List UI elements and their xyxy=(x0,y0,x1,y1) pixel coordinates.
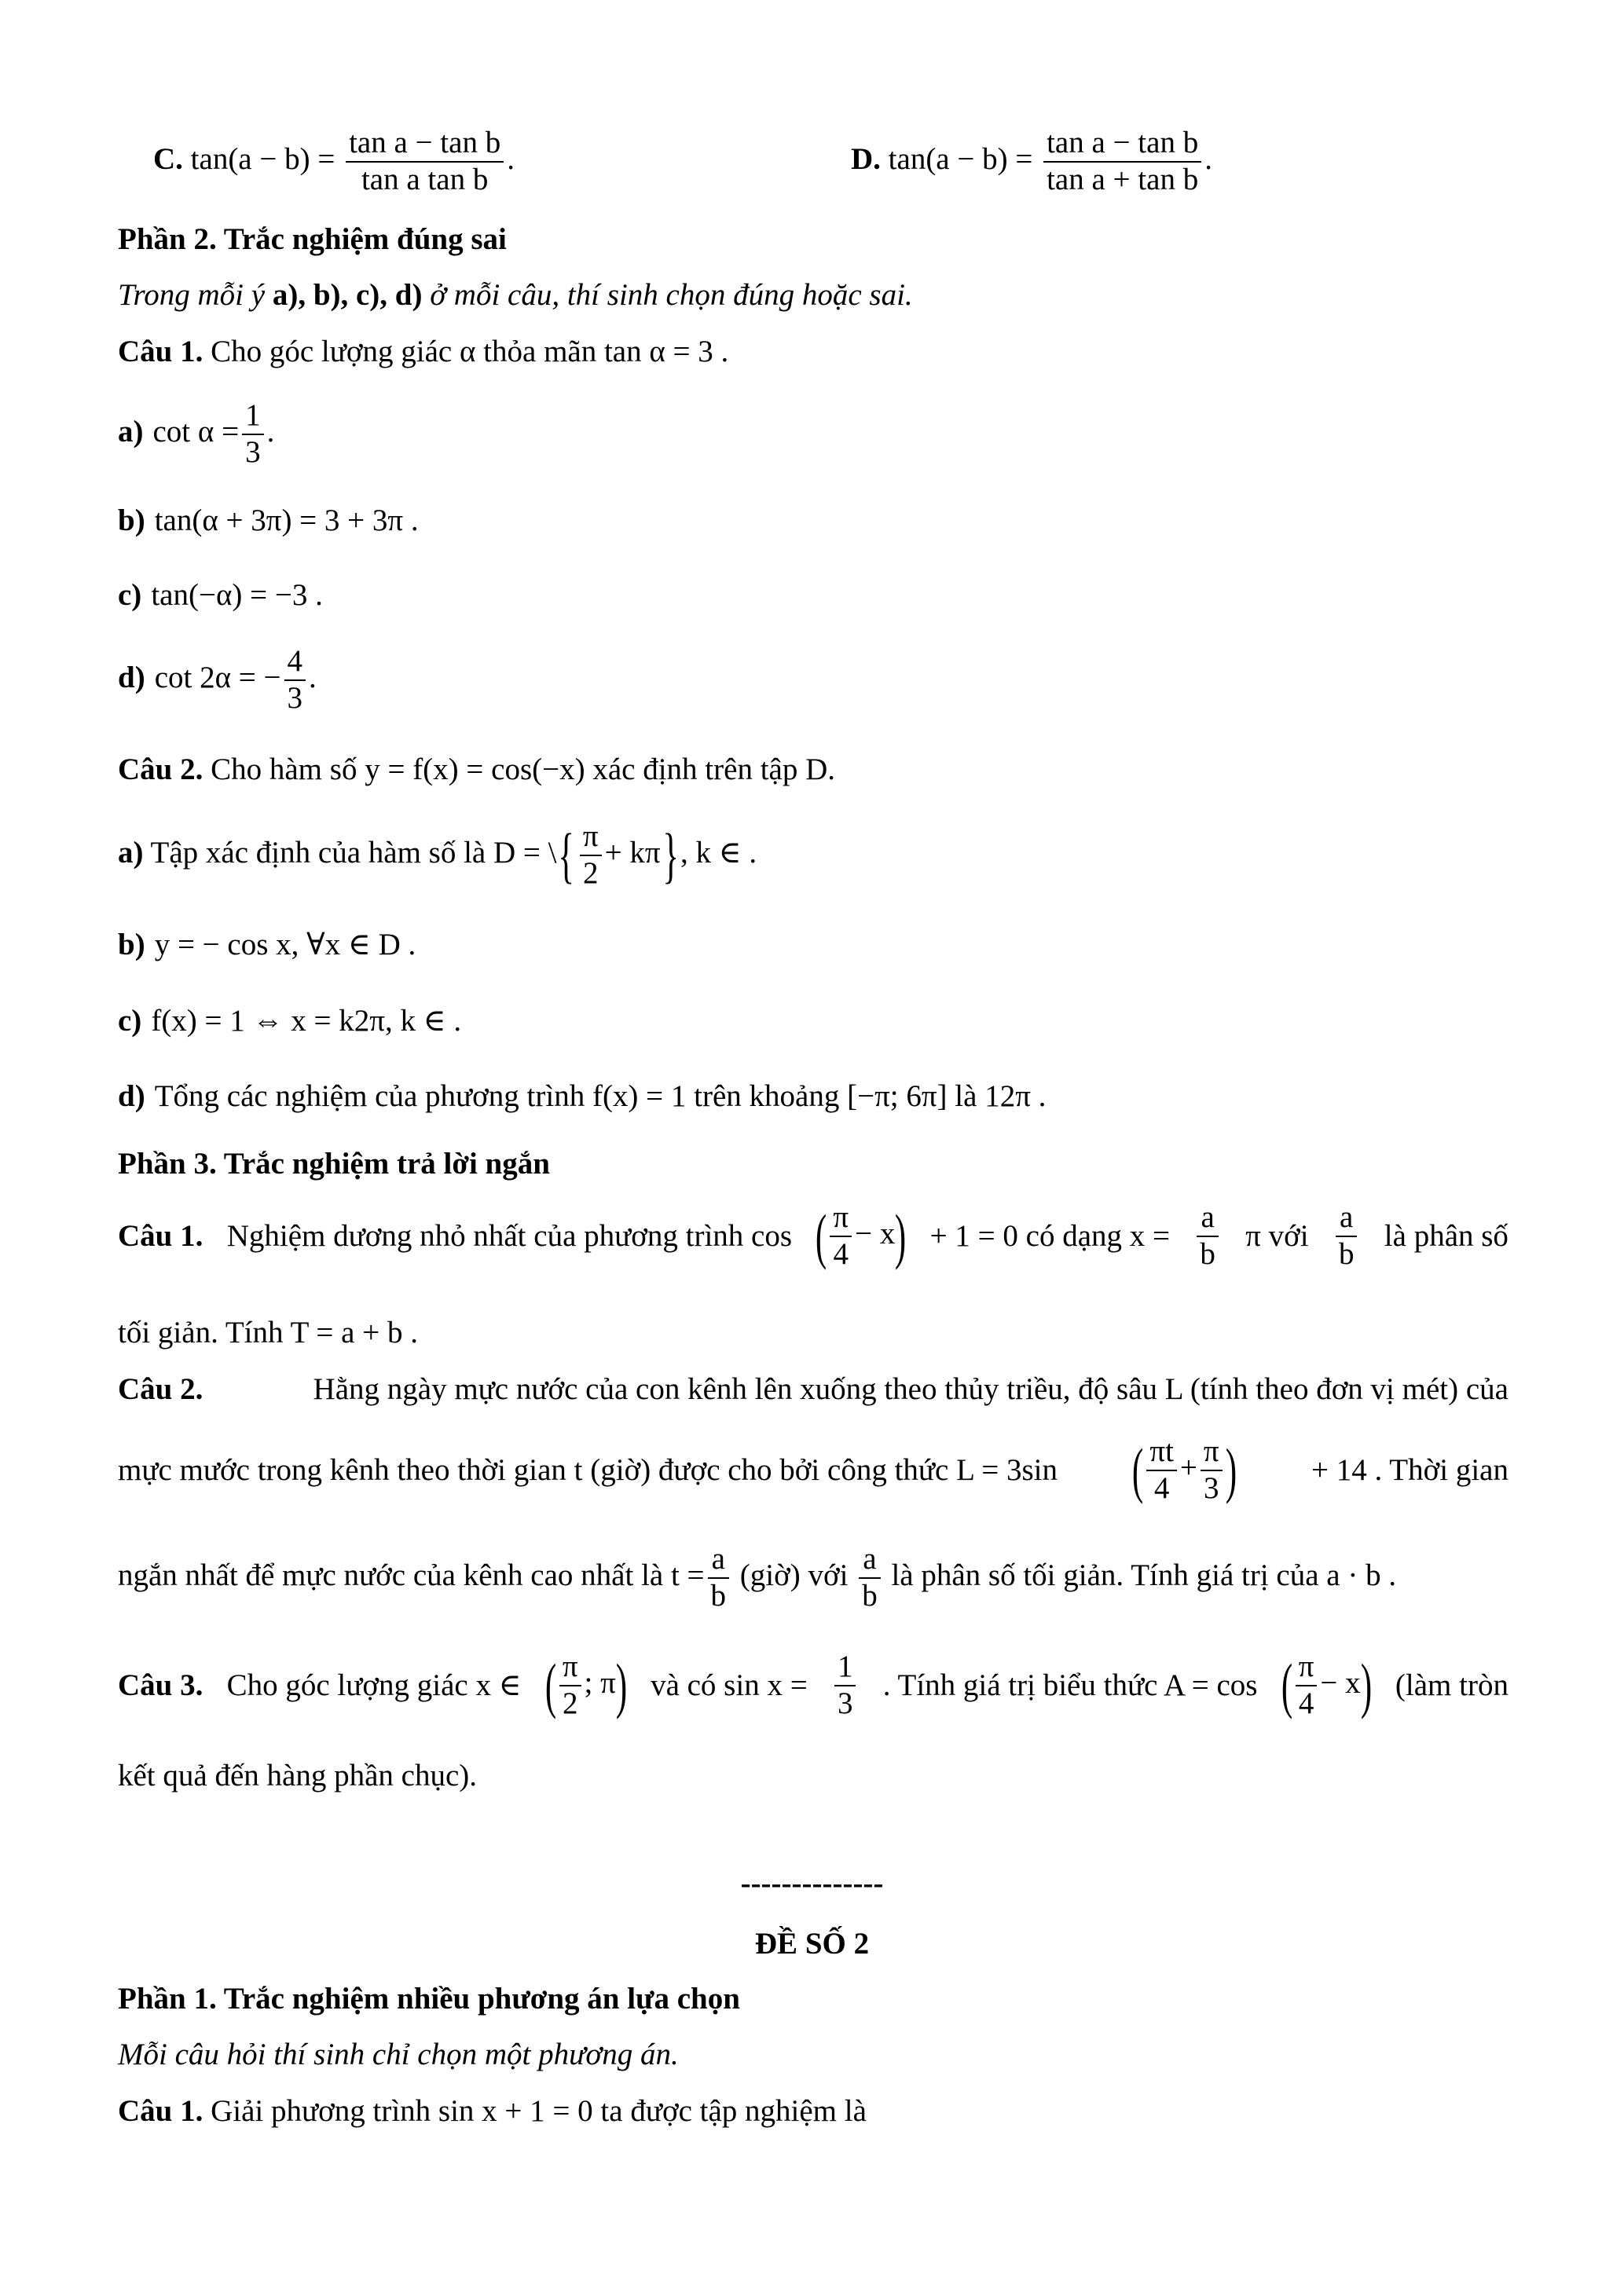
p3-q2-line1-text: Hằng ngày mực nước của con kênh lên xuống theo thủy triều, độ sâu L (tính theo đơn vị mét) của xyxy=(313,1372,1509,1406)
p3-q3-fraction-1-3 xyxy=(834,1650,856,1722)
exam2-q1 xyxy=(118,2096,867,2126)
p2-q2-a-pre: Tập xác định của hàm số là D = \ xyxy=(150,835,557,870)
p2-q2-b xyxy=(118,929,416,960)
p3-q2-line3-mid: (giờ) với xyxy=(739,1558,849,1592)
p2-q2-a: a) Tập xác định của hàm số là D = \{ $\frac{\pi}{2}$ + kπ}, k ∈ . xyxy=(118,819,757,890)
p2-q2-a-numerator: π xyxy=(580,819,602,856)
p3-q2-line3-pre: ngắn nhất để mực nước của kênh cao nhất là t = xyxy=(118,1558,705,1592)
p2-q1-c-text: tan(−α) = −3 . xyxy=(151,578,323,612)
p2-q1-a-denominator: 3 xyxy=(245,434,261,469)
p3-q2-line1 xyxy=(118,1371,1509,1407)
p3-q2-line2-post: + 14 . Thời gian xyxy=(1311,1453,1509,1488)
option-c-numerator: tan a − tan b xyxy=(346,126,504,163)
p3-q1-fraction-a-b-2 xyxy=(1336,1200,1358,1273)
option-d-end: . xyxy=(1204,141,1212,176)
p3-q1-t5: là phân số xyxy=(1384,1219,1509,1254)
exam2-part1-instruction: Mỗi câu hỏi thí sinh chỉ chọn một phương án. xyxy=(118,2038,679,2071)
option-d-numerator: tan a − tan b xyxy=(1043,126,1201,163)
exam2-part1-heading: Phần 1. Trắc nghiệm nhiều phương án lựa chọn xyxy=(118,1982,740,2016)
p3-q2-plus: + xyxy=(1179,1450,1197,1485)
p2-q1-text: Cho góc lượng giác α thỏa mãn tan α = 3 . xyxy=(211,335,729,368)
p3-q3-t6: (làm tròn xyxy=(1395,1668,1509,1703)
p2-q2-label: Câu 2. xyxy=(118,753,203,786)
p2-q1-a-label: a) xyxy=(118,414,144,449)
option-c xyxy=(153,126,515,198)
p2-q2-a-fraction xyxy=(580,819,602,892)
p2-q1-a-end: . xyxy=(266,414,275,449)
option-c-lhs: tan(a − b) = xyxy=(190,141,335,176)
p3-q2-f3-numerator: a xyxy=(708,1542,730,1579)
p3-q1-f2-denominator: b xyxy=(1200,1236,1215,1271)
p3-q2-f4-denominator: b xyxy=(862,1578,878,1613)
p3-q2-line3-post: là phân số tối giản. Tính giá trị của a · b . xyxy=(891,1558,1397,1592)
p2-q1-label: Câu 1. xyxy=(118,335,203,368)
option-c-fraction xyxy=(346,126,504,198)
p3-q1-t2: − x xyxy=(855,1216,896,1251)
p3-q1-t1: Nghiệm dương nhỏ nhất của phương trình cos xyxy=(226,1219,793,1254)
p3-q2-f1-denominator: 4 xyxy=(1153,1470,1170,1505)
part3-heading: Phần 3. Trắc nghiệm trả lời ngắn xyxy=(118,1147,550,1181)
p3-q2-line2-pre: mực mước trong kênh theo thời gian t (giờ) được cho bởi công thức L = 3sin xyxy=(118,1453,1058,1488)
option-c-label: C. xyxy=(153,141,183,176)
p3-q1-f2-numerator: a xyxy=(1197,1200,1219,1237)
option-d-fraction xyxy=(1043,126,1201,198)
p2-q1-b xyxy=(118,505,419,536)
p2-q2-a-post: + kπ xyxy=(604,835,661,870)
p3-q1-f1-numerator: π xyxy=(830,1200,852,1237)
p3-q2-fraction-a-b-2 xyxy=(859,1542,881,1614)
exam2-q1-label: Câu 1. xyxy=(118,2094,203,2128)
part2-instruction-bold: a), b), c), d) xyxy=(272,278,423,312)
p3-q3-f2-denominator: 3 xyxy=(837,1686,853,1720)
p3-q1-t3: + 1 = 0 có dạng x = xyxy=(929,1219,1171,1254)
p3-q2-f3-denominator: b xyxy=(710,1578,727,1613)
p2-q1-c xyxy=(118,580,323,610)
p3-q3-t3: và có sin x = xyxy=(651,1668,808,1703)
p2-q1-d-end: . xyxy=(309,660,317,694)
p3-q1-f3-denominator: b xyxy=(1338,1236,1355,1271)
p3-q1-label: Câu 1. xyxy=(118,1219,203,1254)
p3-q1-line2: tối giản. Tính T = a + b . xyxy=(118,1316,418,1349)
p2-q2-a-denominator: 2 xyxy=(583,855,599,890)
p3-q1-t4: π với xyxy=(1245,1219,1309,1254)
p3-q2-f4-numerator: a xyxy=(859,1542,881,1579)
p2-q2-a-tail: , k ∈ . xyxy=(680,835,757,870)
p2-q2-text: Cho hàm số y = f(x) = cos(−x) xác định trên tập D. xyxy=(211,753,836,786)
p2-q1-a xyxy=(118,398,274,471)
p3-q3-t5: − x xyxy=(1320,1665,1361,1700)
p3-q2-label: Câu 2. xyxy=(118,1372,203,1406)
p2-q1-d xyxy=(118,644,317,716)
p2-q1-a-lhs: cot α = xyxy=(152,414,240,449)
p2-q2 xyxy=(118,754,835,785)
p3-q3-fraction-pi-4 xyxy=(1296,1650,1318,1722)
p3-q2-fraction-pi-3 xyxy=(1201,1434,1223,1507)
p2-q2-b-label: b) xyxy=(118,928,145,961)
exam2-q1-text: Giải phương trình sin x + 1 = 0 ta được tập nghiệm là xyxy=(211,2094,867,2128)
p3-q1-fraction-a-b xyxy=(1197,1200,1219,1273)
p2-q1-d-numerator: 4 xyxy=(284,644,306,681)
p3-q1-fraction-pi-4 xyxy=(830,1200,852,1273)
part2-instruction xyxy=(118,280,913,310)
p2-q1-a-numerator: 1 xyxy=(242,398,264,435)
option-d-denominator: tan a + tan b xyxy=(1047,162,1199,196)
p3-q3-t2: ; π xyxy=(584,1665,616,1700)
p2-q1-b-text: tan(α + 3π) = 3 + 3π . xyxy=(154,504,419,537)
option-c-end: . xyxy=(507,141,515,176)
p2-q2-c-label: c) xyxy=(118,1004,142,1038)
p3-q3-label: Câu 3. xyxy=(118,1668,203,1703)
p2-q1 xyxy=(118,336,728,367)
p3-q2-fraction-a-b xyxy=(708,1542,730,1614)
p3-q1-f1-denominator: 4 xyxy=(833,1236,849,1271)
p2-q1-d-denominator: 3 xyxy=(287,680,303,715)
part2-heading: Phần 2. Trắc nghiệm đúng sai xyxy=(118,222,507,256)
p2-q2-a-label: a) xyxy=(118,835,144,870)
p2-q2-c-text: f(x) = 1 ⇔ x = k2π, k ∈ . xyxy=(151,1004,462,1038)
part2-instruction-pre: Trong mỗi ý xyxy=(118,278,273,312)
separator: -------------- xyxy=(740,1866,884,1900)
p2-q1-c-label: c) xyxy=(118,578,142,612)
p3-q3-f3-denominator: 4 xyxy=(1298,1686,1314,1720)
p3-q2-f2-denominator: 3 xyxy=(1204,1470,1219,1505)
exam2-title: ĐỀ SỐ 2 xyxy=(754,1927,870,1961)
p3-q3-f2-numerator: 1 xyxy=(834,1650,856,1686)
p3-q1-line1: Câu 1. Nghiệm dương nhỏ nhất của phương trình cos ( $\frac{\pi}{4}$ − x) + 1 = 0 có dạng x = $\frac{a}{b}$ π với $\frac{a}{b}$ là phân số xyxy=(118,1200,1509,1271)
p3-q3-line2: kết quả đến hàng phần chục). xyxy=(118,1759,477,1792)
p2-q1-d-lhs: cot 2α = − xyxy=(154,660,281,694)
p2-q2-d xyxy=(118,1081,1046,1111)
p3-q2-line3 xyxy=(118,1542,1396,1614)
p2-q2-b-text: y = − cos x, ∀x ∈ D . xyxy=(154,928,416,961)
p2-q1-d-fraction xyxy=(284,644,306,716)
p3-q3-f3-numerator: π xyxy=(1296,1650,1318,1686)
option-d-lhs: tan(a − b) = xyxy=(888,141,1033,176)
p2-q2-d-text: Tổng các nghiệm của phương trình f(x) = 1 trên khoảng [−π; 6π] là 12π . xyxy=(154,1079,1047,1113)
option-c-denominator: tan a tan b xyxy=(361,162,489,196)
p3-q2-fraction-pit-4 xyxy=(1146,1434,1177,1507)
p3-q3-line1: Câu 3. Cho góc lượng giác x ∈ ( $\frac{\pi}{2}$ ; π) và có sin x = $\frac{1}{3}$ . Tính giá trị biểu thức A = cos ( $\frac{\pi}{4}$ − x) (làm tròn xyxy=(118,1650,1509,1720)
p3-q2-f2-numerator: π xyxy=(1201,1434,1223,1471)
option-d xyxy=(851,126,1212,198)
p3-q3-t1: Cho góc lượng giác x ∈ xyxy=(226,1668,522,1703)
p3-q3-t4: . Tính giá trị biểu thức A = cos xyxy=(882,1668,1258,1703)
p3-q3-fraction-pi-2 xyxy=(559,1650,581,1722)
p2-q1-b-label: b) xyxy=(118,504,145,537)
p3-q1-f3-numerator: a xyxy=(1336,1200,1358,1237)
p3-q3-f1-denominator: 2 xyxy=(562,1686,578,1720)
p2-q1-a-fraction xyxy=(242,398,264,471)
p3-q2-f1-numerator: πt xyxy=(1146,1434,1177,1471)
option-d-label: D. xyxy=(851,141,881,176)
p2-q2-c xyxy=(118,1005,461,1036)
part2-instruction-post: ở mỗi câu, thí sinh chọn đúng hoặc sai. xyxy=(422,278,913,312)
p3-q2-line2: mực mước trong kênh theo thời gian t (giờ) được cho bởi công thức L = 3sin ( $\frac{\pi t}{4}$ + $\frac{\pi}{3}$ ) + 14 . Thời gian xyxy=(118,1434,1509,1505)
p2-q2-d-label: d) xyxy=(118,1079,145,1113)
p3-q3-f1-numerator: π xyxy=(559,1650,581,1686)
p2-q1-d-label: d) xyxy=(118,660,145,694)
